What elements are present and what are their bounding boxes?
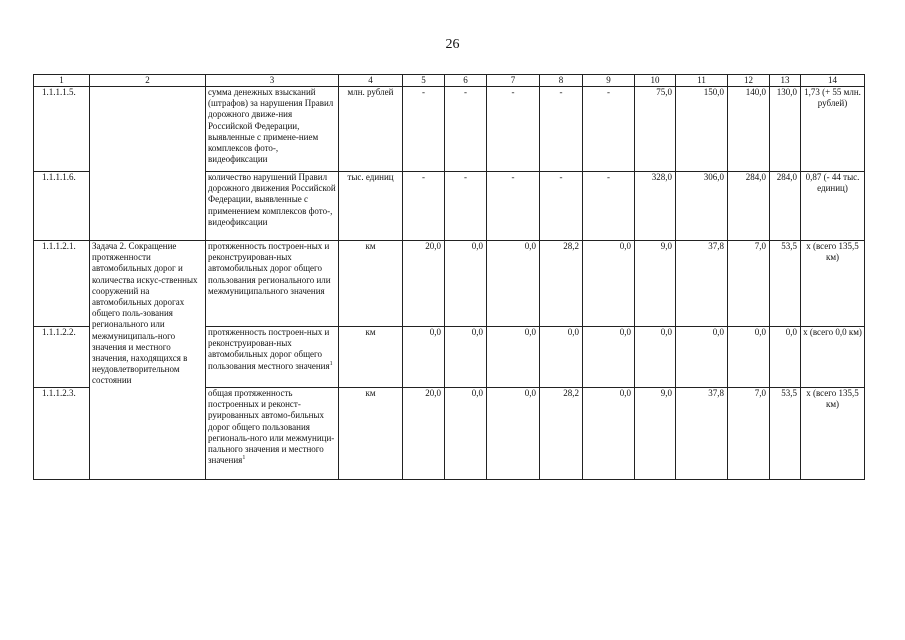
total-cell: 1,73 (+ 55 млн. рублей)	[801, 87, 865, 172]
value-cell: 0,0	[487, 327, 540, 388]
value-cell: -	[583, 172, 635, 241]
table-row	[34, 87, 865, 172]
value-cell: -	[540, 172, 583, 241]
unit: млн. рублей	[339, 87, 403, 172]
column-number: 9	[583, 75, 635, 87]
value-cell: 306,0	[676, 172, 728, 241]
unit: км	[339, 241, 403, 327]
value-cell: 140,0	[728, 87, 770, 172]
indicators-table	[33, 74, 865, 480]
value-cell: 0,0	[445, 327, 487, 388]
row-code: 1.1.1.2.1.	[34, 241, 90, 327]
indicator-name: количество нарушений Правил дорожного движения Российской Федерации, выявленные с применением комплексов фото-, видеофиксации	[206, 172, 339, 241]
column-number: 13	[770, 75, 801, 87]
value-cell: -	[403, 172, 445, 241]
value-cell: -	[487, 172, 540, 241]
value-cell: 9,0	[635, 241, 676, 327]
column-number: 8	[540, 75, 583, 87]
column-number: 12	[728, 75, 770, 87]
footnote-mark: 1	[329, 360, 333, 367]
column-number: 1	[34, 75, 90, 87]
value-cell: 0,0	[728, 327, 770, 388]
value-cell: 20,0	[403, 388, 445, 480]
value-cell: 150,0	[676, 87, 728, 172]
total-cell: 0,87 (- 44 тыс. единиц)	[801, 172, 865, 241]
total-cell: х (всего 135,5 км)	[801, 388, 865, 480]
value-cell: 0,0	[445, 241, 487, 327]
indicator-name: протяженность построен-ных и реконструирован-ных автомобильных дорог общего пользования регионального или межмуниципального значения	[206, 241, 339, 327]
total-cell: х (всего 135,5 км)	[801, 241, 865, 327]
column-number: 14	[801, 75, 865, 87]
value-cell: -	[583, 87, 635, 172]
indicator-cell	[206, 327, 339, 388]
value-cell: 7,0	[728, 241, 770, 327]
table-row	[34, 241, 865, 327]
value-cell: 328,0	[635, 172, 676, 241]
value-cell: 0,0	[676, 327, 728, 388]
value-cell: -	[445, 87, 487, 172]
column-number: 7	[487, 75, 540, 87]
indicator-name: сумма денежных взысканий (штрафов) за нарушения Правил дорожного движе-ния Российской Федерации, выявленные с примене-нием комплексов фото-, видеофиксации	[206, 87, 339, 172]
column-number: 10	[635, 75, 676, 87]
value-cell: 0,0	[583, 388, 635, 480]
task-2-description: Задача 2. Сокращение протяженности автомобильных дорог и количества искус-ственных сооружений на автомобильных дорогах общего поль-зования регионального или межмуниципаль-ного значения и местного значения, находящихся в неудовлетворительном состоянии	[90, 241, 206, 480]
task-cell-empty	[90, 87, 206, 241]
footnote-mark: 1	[242, 455, 246, 462]
row-code: 1.1.1.2.2.	[34, 327, 90, 388]
value-cell: 53,5	[770, 388, 801, 480]
value-cell: 28,2	[540, 241, 583, 327]
unit: км	[339, 327, 403, 388]
row-code: 1.1.1.1.5.	[34, 87, 90, 172]
column-number: 3	[206, 75, 339, 87]
total-cell: х (всего 0,0 км)	[801, 327, 865, 388]
value-cell: 0,0	[445, 388, 487, 480]
value-cell: 37,8	[676, 388, 728, 480]
value-cell: -	[540, 87, 583, 172]
value-cell: 284,0	[770, 172, 801, 241]
value-cell: 7,0	[728, 388, 770, 480]
value-cell: 28,2	[540, 388, 583, 480]
column-number: 5	[403, 75, 445, 87]
value-cell: 53,5	[770, 241, 801, 327]
value-cell: 284,0	[728, 172, 770, 241]
column-number: 4	[339, 75, 403, 87]
value-cell: 130,0	[770, 87, 801, 172]
unit: км	[339, 388, 403, 480]
page-number: 26	[445, 37, 460, 52]
value-cell: 0,0	[635, 327, 676, 388]
value-cell: -	[403, 87, 445, 172]
value-cell: -	[445, 172, 487, 241]
indicator-name: протяженность построен-ных и реконструирован-ных автомобильных дорог общего пользования местного значения	[208, 327, 330, 371]
value-cell: 0,0	[770, 327, 801, 388]
value-cell: 0,0	[583, 327, 635, 388]
value-cell: 37,8	[676, 241, 728, 327]
indicator-cell	[206, 388, 339, 480]
value-cell: 0,0	[540, 327, 583, 388]
indicator-name: общая протяженность построенных и реконст-руированных автомо-бильных дорог общего пользования региональ-ного или межмуници-пального значения и местного значения	[208, 388, 335, 466]
row-code: 1.1.1.2.3.	[34, 388, 90, 480]
value-cell: 9,0	[635, 388, 676, 480]
value-cell: 20,0	[403, 241, 445, 327]
unit: тыс. единиц	[339, 172, 403, 241]
value-cell: -	[487, 87, 540, 172]
row-code: 1.1.1.1.6.	[34, 172, 90, 241]
column-number: 2	[90, 75, 206, 87]
value-cell: 0,0	[487, 388, 540, 480]
value-cell: 75,0	[635, 87, 676, 172]
column-number: 6	[445, 75, 487, 87]
column-number-row	[34, 75, 865, 87]
value-cell: 0,0	[487, 241, 540, 327]
value-cell: 0,0	[403, 327, 445, 388]
column-number: 11	[676, 75, 728, 87]
value-cell: 0,0	[583, 241, 635, 327]
